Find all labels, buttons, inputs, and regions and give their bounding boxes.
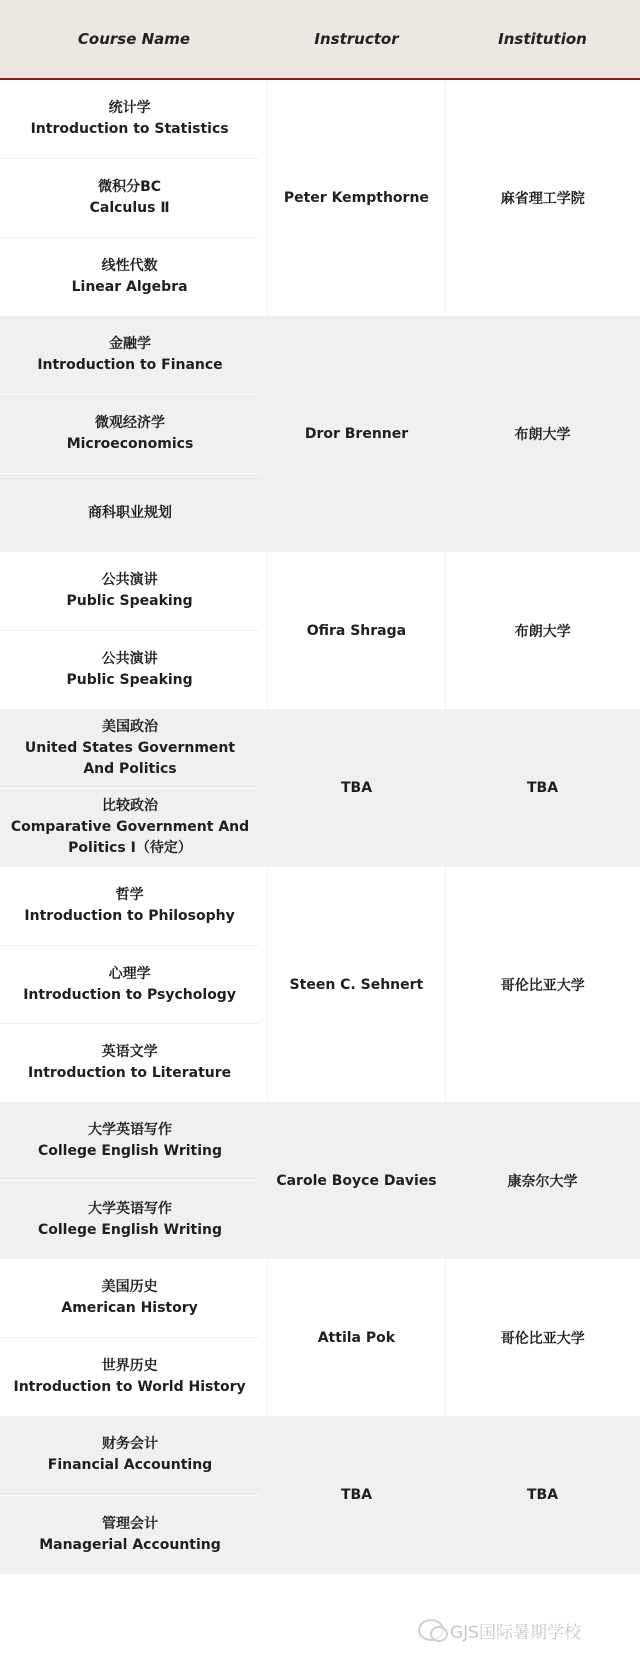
course-name-en: Managerial Accounting <box>39 1536 221 1553</box>
institution-cell: 康奈尔大学 <box>507 1173 578 1190</box>
course-name-zh: 统计学 <box>108 100 151 116</box>
watermark <box>418 1610 618 1650</box>
course-name-zh: 比较政治 <box>102 798 158 815</box>
institution-cell: 哥伦比亚大学 <box>500 1330 585 1347</box>
course-name-zh: 公共演讲 <box>101 651 158 667</box>
header-institution: Institution <box>498 30 587 48</box>
course-name-en: College English Writing <box>37 1143 223 1159</box>
header-instructor: Instructor <box>314 30 399 48</box>
header-course-name: Course Name <box>77 30 191 48</box>
course-name-en: Public Speaking <box>66 672 193 688</box>
course-name-zh: 美国政治 <box>102 718 158 735</box>
table-row-group <box>0 867 640 1102</box>
course-item <box>0 394 260 473</box>
course-item <box>0 80 259 158</box>
course-cell-stack <box>0 1416 260 1574</box>
course-item <box>0 788 260 868</box>
course-name-en: Introduction to Philosophy <box>24 907 235 924</box>
course-item <box>0 158 259 237</box>
course-name-zh: 财务会计 <box>102 1436 158 1453</box>
institution-cell: 麻省理工学院 <box>500 191 585 207</box>
course-cell-stack <box>0 80 259 316</box>
institution-cell: 布朗大学 <box>514 623 571 640</box>
course-cell-stack <box>0 867 259 1102</box>
instructor-cell: Carole Boyce Davies <box>276 1172 437 1189</box>
table-header <box>0 0 640 80</box>
course-item <box>0 237 259 316</box>
course-cell-stack <box>0 709 260 867</box>
course-item <box>0 1337 259 1416</box>
instructor-cell: Steen C. Sehnert <box>267 867 445 1102</box>
course-name-zh: 微观经济学 <box>95 415 165 431</box>
course-item <box>0 1023 259 1102</box>
course-name-en: Microeconomics <box>66 436 194 452</box>
instructor-cell: TBA <box>340 1487 373 1503</box>
course-name-zh: 公共演讲 <box>101 572 158 588</box>
course-name-en: United States Government And Politics <box>24 739 236 777</box>
course-name-zh: 心理学 <box>108 965 151 982</box>
course-item <box>0 1259 259 1337</box>
course-name-zh: 管理会计 <box>102 1515 158 1532</box>
course-cell-stack <box>0 1102 260 1259</box>
course-name-zh: 大学英语写作 <box>88 1201 172 1217</box>
course-name-en: College English Writing <box>37 1222 223 1238</box>
course-item <box>0 630 259 709</box>
course-item <box>0 1180 260 1259</box>
course-name-en: Linear Algebra <box>71 279 188 295</box>
course-item <box>0 316 260 394</box>
course-item <box>0 709 260 788</box>
course-name-zh: 哲学 <box>115 886 144 903</box>
course-name-en: Introduction to Psychology <box>23 986 236 1003</box>
wechat-icon <box>418 1619 444 1641</box>
table-row-group <box>0 316 640 552</box>
table-row-group <box>0 80 640 316</box>
instructor-cell: Dror Brenner <box>304 426 409 442</box>
course-item <box>0 1102 260 1180</box>
course-name-en: Comparative Government And Politics I（待定） <box>10 819 250 857</box>
course-name-zh: 美国历史 <box>101 1279 158 1295</box>
course-item <box>0 867 259 945</box>
instructor-cell: TBA <box>340 780 373 796</box>
course-item <box>0 552 259 630</box>
table-row-group <box>0 709 640 867</box>
course-cell-stack <box>0 316 260 552</box>
course-name-en: Introduction to World History <box>13 1379 246 1395</box>
table-row-group <box>0 1102 640 1259</box>
institution-cell: 布朗大学 <box>514 427 571 443</box>
course-name-zh: 金融学 <box>109 336 151 352</box>
course-name-en: American History <box>61 1300 198 1316</box>
course-name-en: Introduction to Literature <box>28 1065 232 1082</box>
institution-cell: TBA <box>526 1487 559 1503</box>
course-name-zh: 大学英语写作 <box>88 1122 172 1138</box>
course-name-zh: 英语文学 <box>101 1044 158 1061</box>
course-name-en: Introduction to Finance <box>37 357 223 373</box>
course-name-zh: 世界历史 <box>101 1358 158 1374</box>
course-item <box>0 1416 260 1495</box>
instructor-cell: Ofira Shraga <box>267 552 445 709</box>
course-name-zh: 商科职业规划 <box>88 504 172 521</box>
instructor-cell: Attila Pok <box>267 1259 445 1416</box>
course-name-zh: 微积分BC <box>98 179 162 195</box>
course-name-en: Calculus Ⅱ <box>89 200 170 216</box>
course-cell-stack <box>0 552 259 709</box>
institution-cell: TBA <box>526 780 559 796</box>
table-row-group <box>0 1416 640 1574</box>
institution-cell: 哥伦比亚大学 <box>500 977 585 994</box>
course-cell-stack <box>0 1259 259 1416</box>
course-item <box>0 1495 260 1575</box>
course-name-en: Financial Accounting <box>47 1457 213 1474</box>
course-item <box>0 473 260 552</box>
course-name-en: Introduction to Statistics <box>30 121 229 137</box>
course-name-en: Public Speaking <box>66 593 193 609</box>
course-name-zh: 线性代数 <box>101 258 158 274</box>
table-row-group <box>0 552 640 709</box>
watermark-text: GJS国际暑期学校 <box>450 1622 581 1643</box>
course-item <box>0 945 259 1024</box>
table-row-group <box>0 1259 640 1416</box>
instructor-cell: Peter Kempthorne <box>267 80 445 316</box>
